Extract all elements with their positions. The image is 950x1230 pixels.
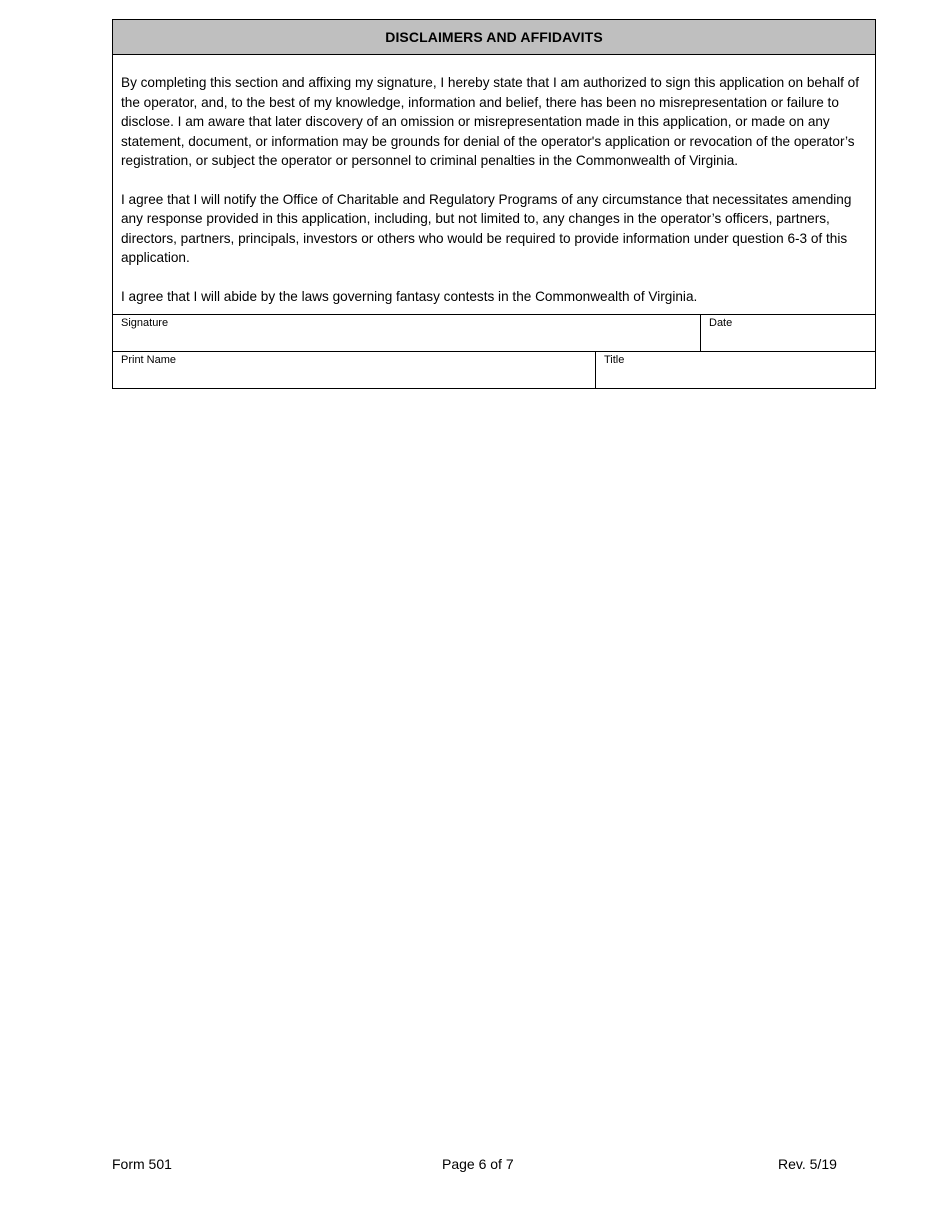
title-field[interactable] [596, 352, 875, 388]
disclaimer-text [113, 55, 875, 314]
print-name-label: Print Name [121, 354, 177, 366]
title-label: Title [604, 354, 625, 366]
signature-row [113, 314, 875, 351]
disclaimer-paragraph-laws: I agree that I will abide by the laws governing fantasy contests in the Commonwealth of Virginia. [121, 288, 698, 304]
section-title: DISCLAIMERS AND AFFIDAVITS [113, 20, 875, 55]
disclaimer-paragraph-authorization: By completing this section and affixing my signature, I hereby state that I am authorized to sign this application on behalf of the operator, and, to the best of my knowledge, information and belief, there has been no misrepresentation or failure to disclose. I am aware that later discovery of an omission or misrepresentation made in this application, or made on any statement, document, or information may be grounds for denial of the operator's application or revocation of the operator’s registration, or subject the operator or personnel to criminal penalties in the Commonwealth of Virginia. [121, 75, 860, 168]
disclaimers-form [112, 19, 876, 389]
date-label: Date [709, 317, 733, 329]
disclaimer-paragraph-notification: I agree that I will notify the Office of Charitable and Regulatory Programs of any circumstance that necessitates amending any response provided in this application, including, but not limited to, any changes in the operator’s officers, partners, directors, partners, principals, investors or others who would be required to provide information under question 6-3 of this application. [121, 191, 852, 265]
signature-label: Signature [121, 317, 169, 329]
print-name-field[interactable] [113, 352, 596, 388]
footer-revision: Rev. 5/19 [778, 1156, 837, 1172]
footer-form-number: Form 501 [112, 1156, 172, 1172]
date-field[interactable] [701, 315, 875, 351]
signature-field[interactable] [113, 315, 701, 351]
name-title-row [113, 351, 875, 388]
footer-page-number: Page 6 of 7 [442, 1156, 514, 1172]
